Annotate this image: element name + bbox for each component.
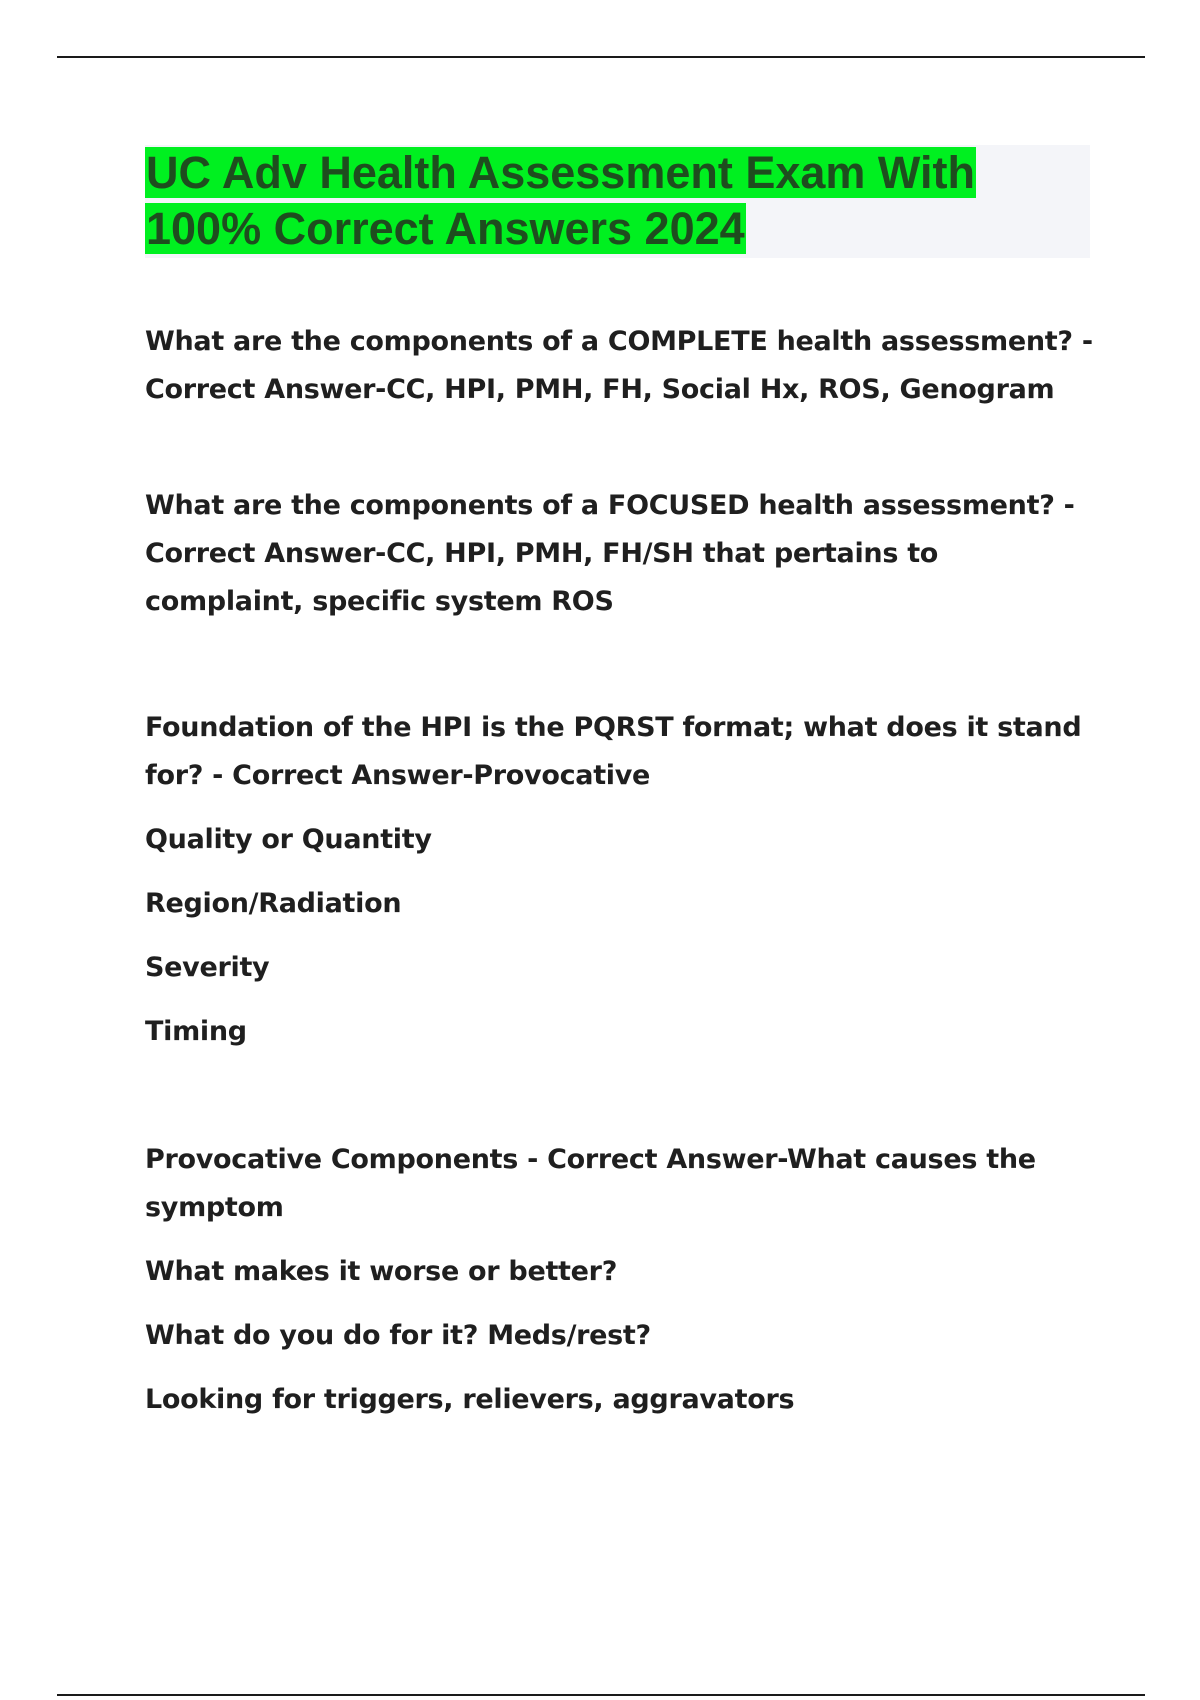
top-rule bbox=[57, 56, 1145, 58]
answer-line: Timing bbox=[145, 1016, 247, 1047]
document-body bbox=[145, 318, 1095, 1424]
answer-line: What makes it worse or better? bbox=[145, 1256, 618, 1287]
qa-pqrst-format: Foundation of the HPI is the PQRST format; what does it stand for? - Correct Answer-Provocative bbox=[145, 712, 1082, 791]
qa-focused-assessment: What are the components of a FOCUSED health assessment? - Correct Answer-CC, HPI, PMH, FH/SH that pertains to complaint, specific system ROS bbox=[145, 490, 1075, 617]
answer-line: Severity bbox=[145, 952, 270, 983]
document-title bbox=[145, 145, 1090, 257]
title-line-1: UC Adv Health Assessment Exam With bbox=[146, 147, 975, 198]
answer-line: Quality or Quantity bbox=[145, 824, 432, 855]
bottom-rule bbox=[57, 1694, 1145, 1696]
title-block bbox=[145, 145, 1090, 258]
answer-line: Region/Radiation bbox=[145, 888, 402, 919]
title-line-2: 100% Correct Answers 2024 bbox=[146, 203, 745, 254]
answer-line: Looking for triggers, relievers, aggravators bbox=[145, 1384, 795, 1415]
qa-provocative-components: Provocative Components - Correct Answer-What causes the symptom bbox=[145, 1144, 1036, 1223]
answer-line: What do you do for it? Meds/rest? bbox=[145, 1320, 651, 1351]
qa-complete-assessment: What are the components of a COMPLETE health assessment? - Correct Answer-CC, HPI, PMH, FH, Social Hx, ROS, Genogram bbox=[145, 326, 1093, 405]
